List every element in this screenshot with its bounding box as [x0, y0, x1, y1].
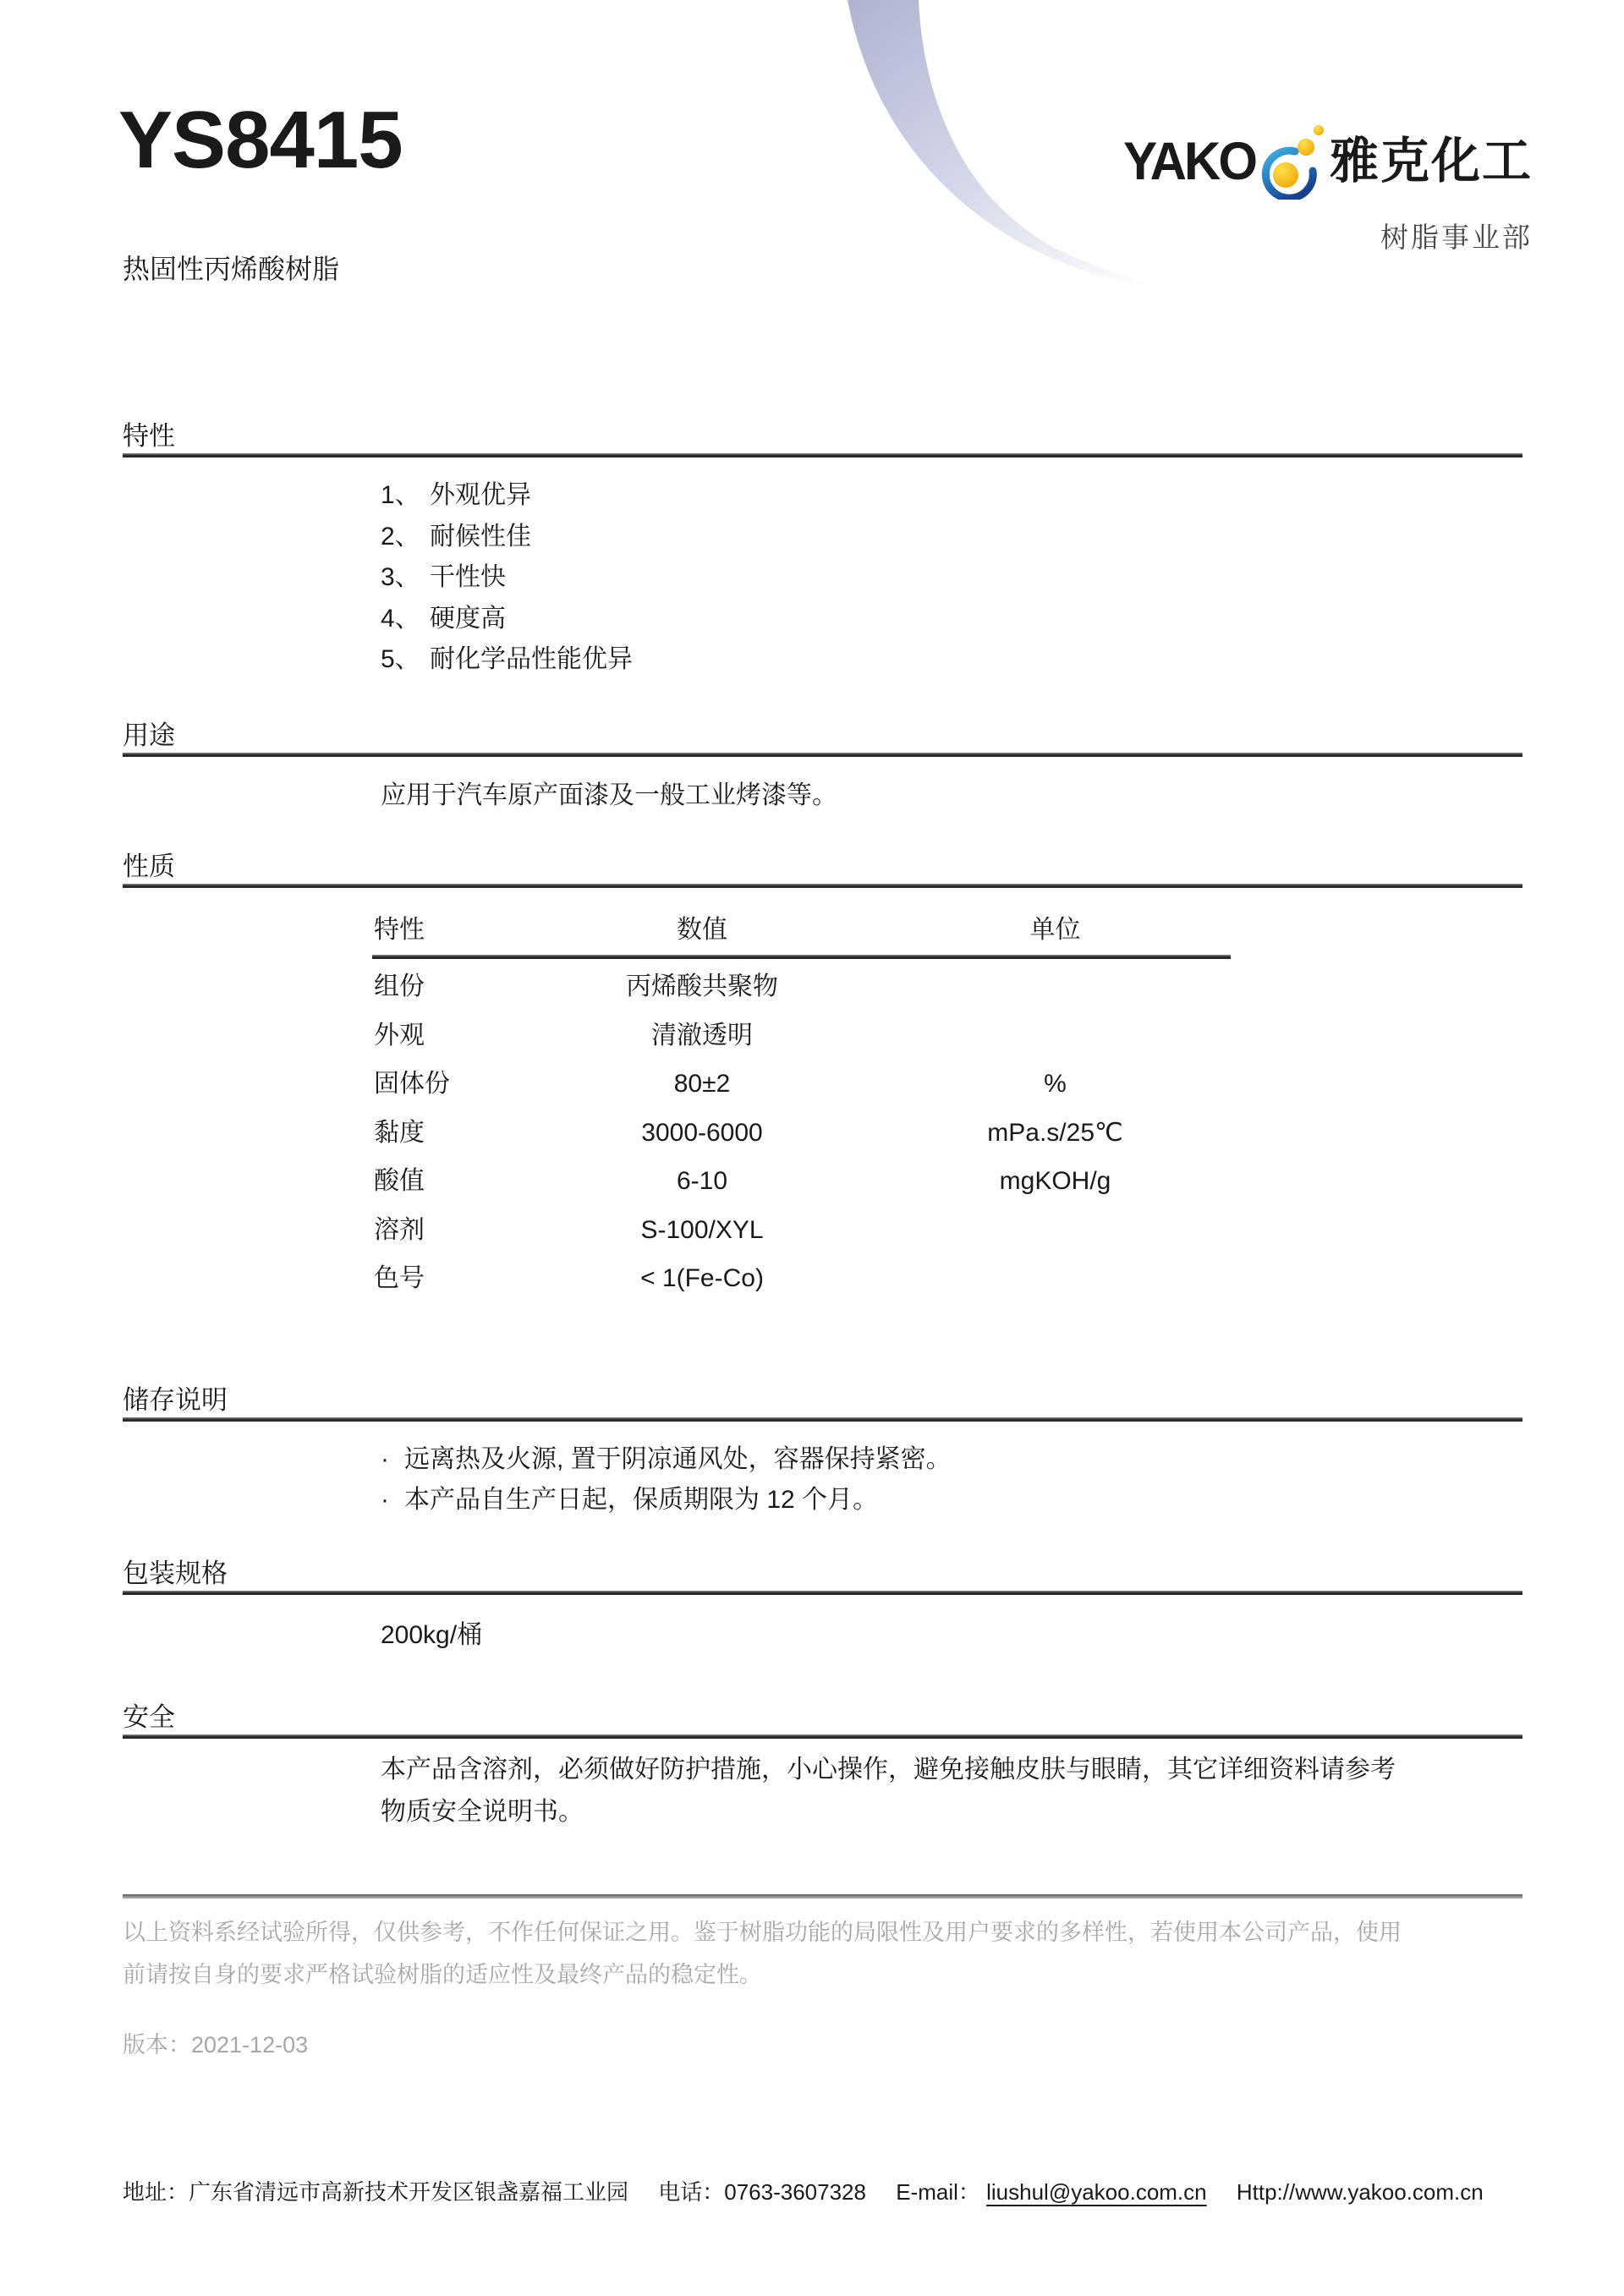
footer-contact	[123, 2175, 1484, 2206]
usage-text: 应用于汽车原产面漆及一般工业烤漆等。	[381, 781, 837, 809]
table-row: 溶剂 S-100/XYL	[374, 1215, 764, 1244]
version-text: 版本：2021-12-03	[123, 2032, 309, 2058]
list-item: · 远离热及火源, 置于阴凉通风处，容器保持紧密。	[381, 1445, 952, 1473]
list-item: 5、 耐化学品性能优异	[381, 645, 633, 673]
table-row: 黏度 3000-6000 mPa.s/25℃	[374, 1118, 1123, 1147]
table-row: 酸值 6-10 mgKOH/g	[374, 1167, 1111, 1195]
safety-text: 本产品含溶剂，必须做好防护措施，小心操作，避免接触皮肤与眼睛，其它详细资料请参考 物质安全说明书。	[381, 1756, 1396, 1826]
list-item: 2、 耐候性佳	[381, 522, 531, 551]
footer-website: Http://www.yakoo.com.cn	[1236, 2179, 1484, 2205]
section-rule	[123, 1417, 1522, 1422]
table-row: 组份 丙烯酸共聚物	[374, 973, 778, 1000]
table-row: 色号 < 1(Fe-Co)	[374, 1264, 764, 1292]
table-header-row	[372, 908, 1231, 945]
section-title-packaging: 包装规格	[123, 1559, 228, 1588]
packaging-text: 200kg/桶	[381, 1621, 483, 1649]
section-rule	[123, 884, 1522, 888]
logo-company-name: 雅克化工	[1329, 133, 1533, 189]
section-title-properties: 性质	[123, 852, 175, 881]
logo-brand-text: YAKO	[1123, 130, 1255, 191]
footer-email-link[interactable]: liushul@yakoo.com.cn	[986, 2179, 1207, 2205]
page-title: YS8415	[118, 95, 403, 185]
section-rule	[123, 453, 1522, 458]
section-title-storage: 储存说明	[123, 1385, 228, 1415]
section-rule	[123, 1734, 1522, 1739]
list-item: · 本产品自生产日起，保质期限为 12 个月。	[381, 1486, 879, 1514]
section-title-usage: 用途	[123, 721, 175, 750]
properties-table	[372, 908, 1231, 1303]
list-item: 4、 硬度高	[381, 604, 506, 633]
section-rule	[123, 753, 1522, 757]
company-logo	[1123, 120, 1533, 255]
column-header: 特性	[374, 916, 425, 944]
section-rule	[123, 1591, 1522, 1595]
footer-address: 地址：广东省清远市高新技术开发区银盏嘉福工业园	[123, 2179, 629, 2205]
list-item: 1、 外观优异	[381, 481, 531, 509]
section-title-features: 特性	[123, 421, 175, 451]
column-header: 单位	[1029, 916, 1081, 944]
footer-email-label: E-mail：	[896, 2179, 980, 2205]
disclaimer-text: 以上资料系经试验所得，仅供参考，不作任何保证之用。鉴于树脂功能的局限性及用户要求的多样性，若使用本公司产品，使用 前请按自身的要求严格试验树脂的适应性及最终产品的稳定性。	[123, 1920, 1402, 1987]
footer-phone: 电话：0763-3607328	[658, 2179, 866, 2205]
column-header: 数值	[677, 916, 727, 944]
logo-division: 树脂事业部	[1380, 222, 1533, 253]
table-header-rule	[372, 955, 1231, 959]
list-item: 3、 干性快	[381, 563, 506, 591]
orbit-logo-icon	[1257, 122, 1325, 204]
features-list	[381, 475, 633, 681]
storage-list	[381, 1439, 952, 1521]
disclaimer-divider	[123, 1894, 1522, 1899]
table-row: 固体份 80±2 %	[374, 1070, 1067, 1098]
section-title-safety: 安全	[123, 1702, 175, 1732]
product-subtitle: 热固性丙烯酸树脂	[123, 254, 340, 284]
table-row: 外观 清澈透明	[374, 1021, 753, 1049]
